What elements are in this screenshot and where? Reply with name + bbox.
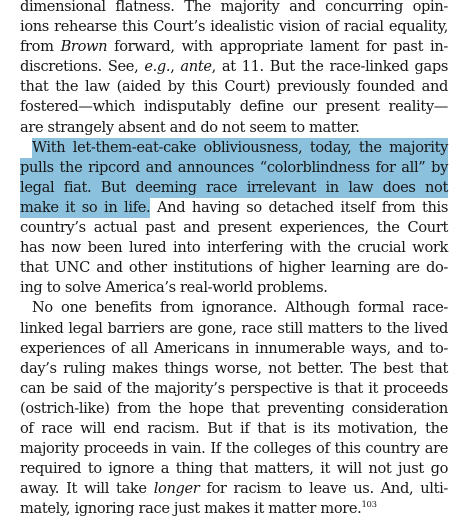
- text-line: linked legal barriers are gone, race still matters to the lived: [20, 319, 448, 337]
- text-line: (ostrich-like) from the hope that preventing consideration: [20, 399, 448, 417]
- text-line: can be said of the majority’s perspective is that it proceeds: [20, 379, 448, 397]
- text-line: are strangely absent and do not seem to matter.: [20, 118, 360, 136]
- italic-text: ante: [180, 58, 212, 76]
- italic-text: longer: [153, 480, 200, 498]
- italic-text: Brown: [60, 38, 108, 56]
- paragraph-3: [20, 298, 448, 519]
- italic-text: e.g.: [144, 58, 171, 76]
- highlighted-line: [20, 158, 448, 178]
- text-segment: And having so detached itself from this: [150, 198, 448, 216]
- text-line: away. It will take longer for racism to leave us. And, ulti-: [20, 480, 448, 498]
- text-line: [20, 198, 448, 218]
- paragraph-1: [20, 0, 448, 138]
- text-line: fostered—which indisputably define our present reality—: [20, 98, 448, 116]
- text-line: ions rehearse this Court’s idealistic vision of racial equality,: [20, 18, 448, 36]
- text-line: of race will end racism. But if that is its motivation, the: [20, 419, 448, 437]
- highlight: With let-them-eat-cake obliviousness, today, the majority: [32, 138, 448, 156]
- highlight: pulls the ripcord and announces “colorblindness for all” by: [20, 158, 448, 176]
- text-line: ing to solve America’s real-world problems.: [20, 279, 328, 297]
- text-line: [20, 499, 448, 519]
- highlight: make it so in life.: [20, 198, 151, 216]
- highlight: legal fiat. But deeming race irrelevant in law does not: [20, 178, 448, 196]
- text-line: from Brown forward, with appropriate lament for past in-: [20, 38, 448, 56]
- text-line: that UNC and other institutions of higher learning are do-: [20, 259, 448, 277]
- footnote-marker: 103: [361, 500, 377, 511]
- text-line: dimensional flatness. The majority and concurring opin-: [20, 0, 448, 15]
- text-line: required to ignore a thing that matters, it will not just go: [20, 460, 448, 478]
- text-line: No one benefits from ignorance. Although formal race-: [32, 299, 448, 317]
- text-line: majority proceeds in vain. If the colleges of this country are: [20, 440, 448, 458]
- opinion-text: [20, 0, 448, 519]
- text-line: country’s actual past and present experiences, the Court: [20, 219, 448, 237]
- text-line: discretions. See, e.g., ante, at 11. But the race-linked gaps: [20, 58, 448, 76]
- highlighted-line: [20, 138, 448, 158]
- highlighted-line: [20, 178, 448, 198]
- text-line: day’s ruling makes things worse, not better. The best that: [20, 359, 448, 377]
- text-line: that the law (aided by this Court) previously founded and: [20, 78, 448, 96]
- text-line: has now been lured into interfering with the crucial work: [20, 239, 448, 257]
- text-line: experiences of all Americans in innumerable ways, and to-: [20, 339, 448, 357]
- text-segment: mately, ignoring race just makes it matter more.: [20, 500, 362, 518]
- paragraph-2: [20, 138, 448, 299]
